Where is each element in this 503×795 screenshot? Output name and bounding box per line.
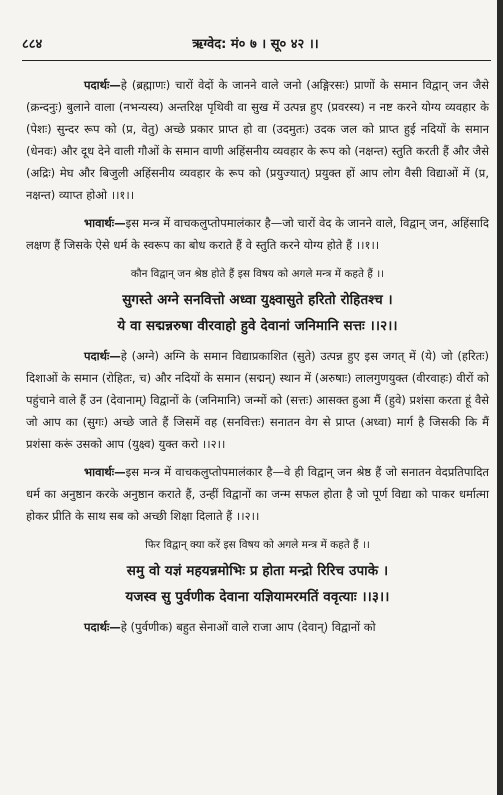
bhavartha-text: इस मन्त्र में वाचकलुप्तोपमालंकार है—वे ही विद्वान् जन श्रेष्ठ हैं जो सनातन वेदप्रतिपादित धर्म का अनुष्ठान करके अनुष्ठान कराते हैं, उन्हीं विद्वानों का जन्म सफल होता है जो पूर्ण विद्या को पाकर धर्मात्मा होकर प्रीति के साथ सब को अच्छी शिक्षा दिलाते हैं ।।२।।	[26, 465, 489, 523]
page-number: ८८४	[22, 37, 43, 52]
padartha-paragraph-3	[26, 616, 489, 638]
header-rule	[22, 60, 491, 61]
intro-note-1: कौन विद्वान् जन श्रेष्ठ होते हैं इस विषय को अगले मन्त्र में कहते हैं ।।	[130, 268, 385, 280]
page-header	[22, 34, 489, 54]
padartha-text: हे (ब्रह्माणः) चारों वेदों के जानने वाले जनो (अङ्गिरसः) प्राणों के समान विद्वान् जन जैसे (क्रन्दनुः) बुलाने वाला (नभन्यस्य) अन्तरिक्ष पृथिवी वा सुख में उत्पन्न हुए (प्रवरस्य) न नष्ट करने योग्य व्यवहार के (पेशः) सुन्दर रूप को (प्र, वेतु) अच्छे प्रकार प्राप्त हो वा (उदमुतः) उदक जल को प्राप्त हुई नदियों के समान (धेनवः) और दूध देने वाली गौओं के समान वाणी अहिंसनीय व्यवहार के रूप को (नक्षन्त) स्तुति करती हैं और जैसे (अद्रिः) मेघ और बिजुली अहिंसनीय व्यवहार के रूप को (प्रयुज्यात्) प्रयुक्त हों आप लोग वैसी विद्याओं में (प्र, नक्षन्त) व्याप्त होओ ।।१।।	[26, 78, 489, 202]
padartha-label: पदार्थः—	[84, 78, 121, 92]
padartha-label: पदार्थः—	[84, 349, 121, 363]
bhavartha-label: भावार्थः—	[84, 216, 126, 230]
mantra-3-line-1: समु वो यज्ञं महयन्नमोभिः प्र होता मन्द्रो रिरिच उपाके ।	[126, 563, 389, 579]
mantra-3-line-2: यजस्व सु पुर्वणीक देवाना यज्ञियामरमतिं ववृत्याः ।।३।।	[125, 589, 390, 605]
bhavartha-paragraph-1	[26, 212, 489, 256]
bhavartha-paragraph-2	[26, 461, 489, 527]
page-body	[26, 74, 489, 638]
padartha-paragraph-1	[26, 74, 489, 206]
padartha-text: हे (पुर्वणीक) बहुत सेनाओं वाले राजा आप (देवान्) विद्वानों को	[120, 620, 376, 634]
padartha-paragraph-2	[26, 345, 489, 455]
book-spine-edge	[497, 0, 503, 795]
bhavartha-label: भावार्थः—	[84, 465, 126, 479]
running-head: ऋग्वेद: मं० ७ । सू० ४२ ।।	[192, 37, 319, 52]
padartha-text: हे (अग्ने) अग्नि के समान विद्याप्रकाशित (सुते) उत्पन्न हुए इस जगत् में (ये) जो (हरितः) दिशाओं के समान (रोहितः, च) और नदियों के समान (सद्मन्) स्थान में (अरुषाः) लालगुणयुक्त (वीरवाहः) वीरों को पहुंचाने वाले हैं उन (देवानाम्) विद्वानों के (जनिमानि) जन्मों को (सत्तः) आसक्त हुआ मैं (हुवे) प्रशंसा करता हूं वैसे जो आप का (सुगः) अच्छे जाते हैं जिसमें वह (सनवित्तः) सनातन वेग से प्राप्त (अध्वा) मार्ग है जिसकी कि मैं प्रशंसा करूं उसको आप (युक्ष्व) युक्त करो ।।२।।	[26, 349, 489, 451]
mantra-2-line-1: सुगस्ते अग्ने सनवित्तो अध्वा युक्ष्वासुते हरितो रोहितश्च ।	[122, 292, 393, 308]
intro-note-2: फिर विद्वान् क्या करें इस विषय को अगले मन्त्र में कहते हैं ।।	[145, 539, 370, 551]
padartha-label: पदार्थः—	[84, 620, 121, 634]
mantra-2-line-2: ये वा सद्मन्नरुषा वीरवाहो हुवे देवानां जनिमानि सत्तः ।।२।।	[117, 318, 398, 334]
bhavartha-text: इस मन्त्र में वाचकलुप्तोपमालंकार है—जो चारों वेद के जानने वाले, विद्वान् जन, अहिंसादि लक्षण हैं जिसके ऐसे धर्म के स्वरूप का बोध कराते हैं वे स्तुति करने योग्य होते हैं ।।१।।	[26, 216, 489, 252]
